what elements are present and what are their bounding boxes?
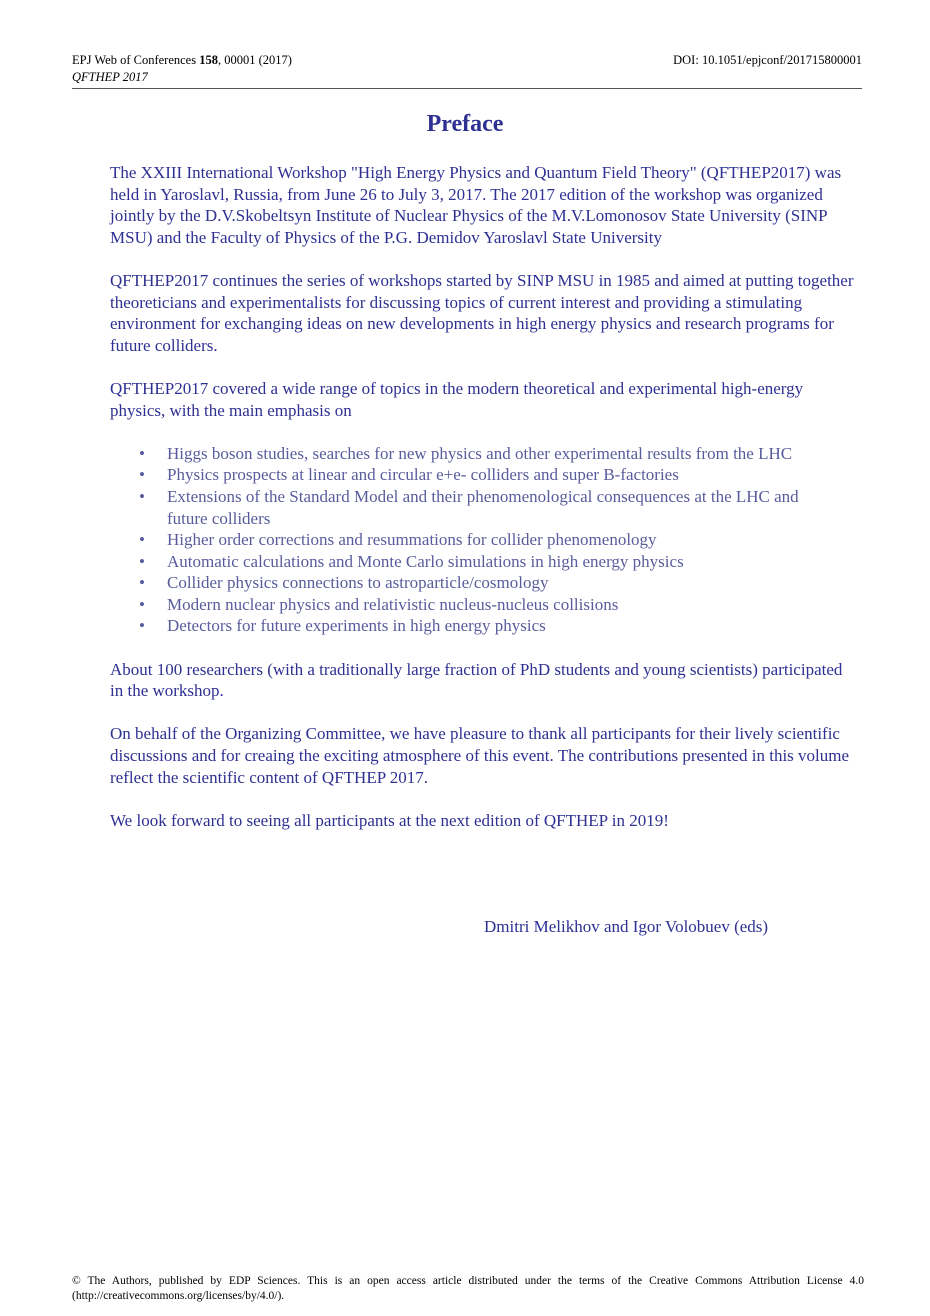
list-item-text: Physics prospects at linear and circular e+e- colliders and super B-factories <box>167 465 679 485</box>
list-item <box>110 464 827 486</box>
series-paragraph: QFTHEP2017 continues the series of workshops started by SINP MSU in 1985 and aimed at putting together theoreticians and experimentalists for discussing topics of current interest and providing a stimulating environment for exchanging ideas on new developments in high energy physics and research programs for future colliders. <box>110 270 854 355</box>
list-item <box>110 572 827 594</box>
intro-paragraph: The XXIII International Workshop "High Energy Physics and Quantum Field Theory" (QFTHEP2017) was held in Yaroslavl, Russia, from June 26 to July 3, 2017. The 2017 edition of the workshop was organized jointly by the D.V.Skobeltsyn Institute of Nuclear Physics of the M.V.Lomonosov State University (SINP MSU) and the Faculty of Physics of the P.G. Demidov Yaroslavl State University <box>110 163 842 247</box>
list-item <box>110 551 827 573</box>
bullet-icon: • <box>139 486 145 506</box>
list-item <box>110 486 827 529</box>
list-item-text: Higher order corrections and resummations for collider phenomenology <box>167 530 657 550</box>
bullet-icon: • <box>139 530 145 550</box>
closing-paragraph: We look forward to seeing all participants at the next edition of QFTHEP in 2019! <box>110 810 669 830</box>
journal-name: EPJ Web of Conferences <box>72 53 200 67</box>
bullet-icon: • <box>139 594 145 614</box>
conference-name: QFTHEP 2017 <box>72 70 148 84</box>
journal-citation <box>72 52 292 69</box>
list-item-text: Collider physics connections to astroparticle/cosmology <box>167 573 549 593</box>
thanks-paragraph: On behalf of the Organizing Committee, we have pleasure to thank all participants for their lively scientific discussions and for creaing the exciting atmosphere of this event. The contributions presented in this volume reflect the scientific content of QFTHEP 2017. <box>110 724 850 787</box>
license-footer: © The Authors, published by EDP Sciences. This is an open access article distributed under the terms of the Creative Commons Attribution License 4.0 (http://creativecommons.org/licenses/by/4.0/). <box>72 1275 864 1302</box>
topics-intro-paragraph: QFTHEP2017 covered a wide range of topics in the modern theoretical and experimental high-energy physics, with the main emphasis on <box>110 378 804 420</box>
list-item-text: Modern nuclear physics and relativistic nucleus-nucleus collisions <box>167 594 619 614</box>
page-title: Preface <box>426 111 504 137</box>
journal-volume: 158 <box>199 53 218 67</box>
article-number: , 00001 (2017) <box>217 53 292 67</box>
doi: DOI: 10.1051/epjconf/201715800001 <box>673 53 862 67</box>
list-item <box>110 443 827 465</box>
list-item-text: Extensions of the Standard Model and their phenomenological consequences at the LHC and future colliders <box>167 486 799 528</box>
bullet-icon: • <box>139 443 145 463</box>
bullet-icon: • <box>139 465 145 485</box>
preface-body <box>110 162 855 853</box>
bullet-icon: • <box>139 551 145 571</box>
header-rule <box>72 88 862 89</box>
list-item-text: Higgs boson studies, searches for new physics and other experimental results from the LHC <box>167 443 793 463</box>
list-item <box>110 615 827 637</box>
list-item-text: Automatic calculations and Monte Carlo simulations in high energy physics <box>167 551 684 571</box>
list-item <box>110 594 827 616</box>
topics-list <box>110 443 855 637</box>
list-item <box>110 529 827 551</box>
bullet-icon: • <box>139 616 145 636</box>
list-item-text: Detectors for future experiments in high energy physics <box>167 616 546 636</box>
editors-signature: Dmitri Melikhov and Igor Volobuev (eds) <box>484 917 769 936</box>
bullet-icon: • <box>139 573 145 593</box>
participants-paragraph: About 100 researchers (with a traditionally large fraction of PhD students and young scientists) participated in the workshop. <box>110 659 843 701</box>
